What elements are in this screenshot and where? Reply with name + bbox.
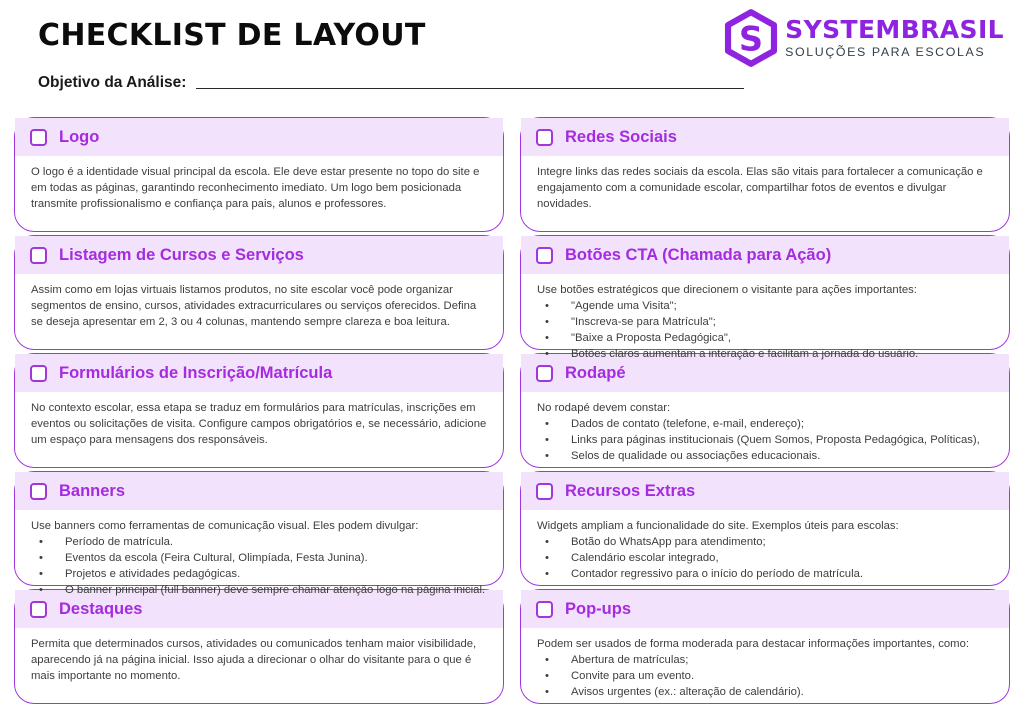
bullet-item: • Eventos da escola (Feira Cultural, Olimpíada, Festa Junina).	[31, 550, 487, 566]
hexagon-s-icon	[723, 10, 779, 66]
card-header	[521, 236, 1009, 274]
card-header	[15, 118, 503, 156]
checkbox-icon[interactable]	[536, 601, 553, 618]
logo-brand-name: SYSTEMBRASIL	[785, 15, 1004, 45]
logo-tagline: SOLUÇÕES PARA ESCOLAS	[785, 44, 986, 59]
checkbox-icon[interactable]	[536, 365, 553, 382]
checkbox-icon[interactable]	[30, 601, 47, 618]
bullet-item: • "Inscreva-se para Matrícula";	[537, 314, 993, 330]
bullet-item: • O banner principal (full banner) deve sempre chamar atenção logo na página inicial.	[31, 582, 487, 598]
card-body	[521, 156, 1009, 212]
bullet-item: • Selos de qualidade ou associações educacionais.	[537, 448, 993, 464]
card-title: Recursos Extras	[565, 481, 696, 500]
bullet-item: • Convite para um evento.	[537, 668, 993, 684]
bullet-item: • Avisos urgentes (ex.: alteração de calendário).	[537, 684, 993, 700]
bullet-item: • Contador regressivo para o início do período de matrícula.	[537, 566, 993, 582]
bullet-item: • Período de matrícula.	[31, 534, 487, 550]
card-header	[15, 354, 503, 392]
brand-logo	[723, 10, 1004, 66]
card-header	[521, 118, 1009, 156]
card-text: Assim como em lojas virtuais listamos produtos, no site escolar você pode organizar segmentos de ensino, cursos, atividades extracurriculares ou serviços oferecidos. Defina se deseja apresentar em 2, 3 ou 4 colunas, mantendo sempre clareza e boa leitura.	[31, 284, 477, 329]
card-title: Botões CTA (Chamada para Ação)	[565, 245, 832, 264]
bullet-item: • Projetos e atividades pedagógicas.	[31, 566, 487, 582]
checkbox-icon[interactable]	[30, 483, 47, 500]
card-text: Use banners como ferramentas de comunicação visual. Eles podem divulgar:	[31, 520, 419, 532]
card-text: Widgets ampliam a funcionalidade do site. Exemplos úteis para escolas:	[537, 520, 899, 532]
objective-label: Objetivo da Análise:	[38, 74, 187, 91]
card-body	[15, 628, 503, 684]
card-header	[521, 590, 1009, 628]
card-destaques	[14, 589, 504, 704]
checkbox-icon[interactable]	[30, 129, 47, 146]
card-body	[521, 510, 1009, 582]
objective-blank-line	[196, 88, 744, 89]
objective-row	[38, 74, 744, 92]
card-bullet-list	[31, 534, 487, 598]
card-formularios	[14, 353, 504, 468]
card-title: Formulários de Inscrição/Matrícula	[59, 363, 333, 382]
bullet-item: • "Agende uma Visita";	[537, 298, 993, 314]
card-text: Podem ser usados de forma moderada para destacar informações importantes, como:	[537, 638, 970, 650]
card-redes-sociais	[520, 117, 1010, 232]
card-bullet-list	[537, 416, 993, 464]
bullet-item: • Links para páginas institucionais (Quem Somos, Proposta Pedagógica, Políticas),	[537, 432, 993, 448]
card-body	[15, 510, 503, 598]
card-text: Use botões estratégicos que direcionem o visitante para ações importantes:	[537, 284, 917, 296]
bullet-item: • Dados de contato (telefone, e-mail, endereço);	[537, 416, 993, 432]
card-text: No contexto escolar, essa etapa se traduz em formulários para matrículas, inscrições em eventos ou solicitações de visita. Configure campos obrigatórios e, se necessário, adicione um espaço para mensagens dos responsáveis.	[31, 402, 487, 447]
card-text: Permita que determinados cursos, atividades ou comunicados tenham maior visibilidade, aparecendo já na página inicial. Isso ajuda a direcionar o olhar do visitante para o que é mais importante no momento.	[31, 638, 477, 683]
checkbox-icon[interactable]	[30, 247, 47, 264]
bullet-item: • Botão do WhatsApp para atendimento;	[537, 534, 993, 550]
card-body	[521, 274, 1009, 362]
card-bullet-list	[537, 298, 993, 362]
card-recursos-extras	[520, 471, 1010, 586]
card-text: Integre links das redes sociais da escola. Elas são vitais para fortalecer a comunicação e engajamento com a comunidade escolar, compartilhar fotos de eventos e divulgar novidades.	[537, 166, 983, 211]
logo-text	[785, 17, 1004, 58]
card-header	[15, 472, 503, 510]
card-body	[521, 392, 1009, 464]
card-text: O logo é a identidade visual principal da escola. Ele deve estar presente no topo do site e em todas as páginas, garantindo reconhecimento imediato. Um logo bem posicionada transmite profissionalismo e confiança para pais, alunos e professores.	[31, 166, 480, 211]
checkbox-icon[interactable]	[536, 483, 553, 500]
card-text: No rodapé devem constar:	[537, 402, 671, 414]
card-title: Logo	[59, 127, 100, 146]
card-body	[521, 628, 1009, 700]
card-bullet-list	[537, 652, 993, 700]
checkbox-icon[interactable]	[536, 129, 553, 146]
card-header	[15, 236, 503, 274]
card-header	[521, 472, 1009, 510]
card-title: Pop-ups	[565, 599, 631, 618]
bullet-item: • Botões claros aumentam a interação e facilitam a jornada do usuário.	[537, 346, 993, 362]
card-body	[15, 156, 503, 212]
card-title: Destaques	[59, 599, 143, 618]
bullet-item: • Calendário escolar integrado,	[537, 550, 993, 566]
bullet-item: • Abertura de matrículas;	[537, 652, 993, 668]
card-title: Redes Sociais	[565, 127, 677, 146]
card-botoes-cta	[520, 235, 1010, 361]
page-title: CHECKLIST DE LAYOUT	[38, 18, 426, 53]
card-title: Listagem de Cursos e Serviços	[59, 245, 304, 264]
card-body	[15, 392, 503, 448]
card-title: Rodapé	[565, 363, 626, 382]
card-popups	[520, 589, 1010, 704]
card-banners	[14, 471, 504, 597]
card-body	[15, 274, 503, 330]
checklist-grid	[14, 117, 1010, 704]
checkbox-icon[interactable]	[30, 365, 47, 382]
card-bullet-list	[537, 534, 993, 582]
card-listagem-cursos	[14, 235, 504, 350]
card-logo	[14, 117, 504, 232]
bullet-item: • "Baixe a Proposta Pedagógica",	[537, 330, 993, 346]
checkbox-icon[interactable]	[536, 247, 553, 264]
svg-text:S: S	[739, 19, 764, 59]
card-title: Banners	[59, 481, 126, 500]
card-rodape	[520, 353, 1010, 468]
